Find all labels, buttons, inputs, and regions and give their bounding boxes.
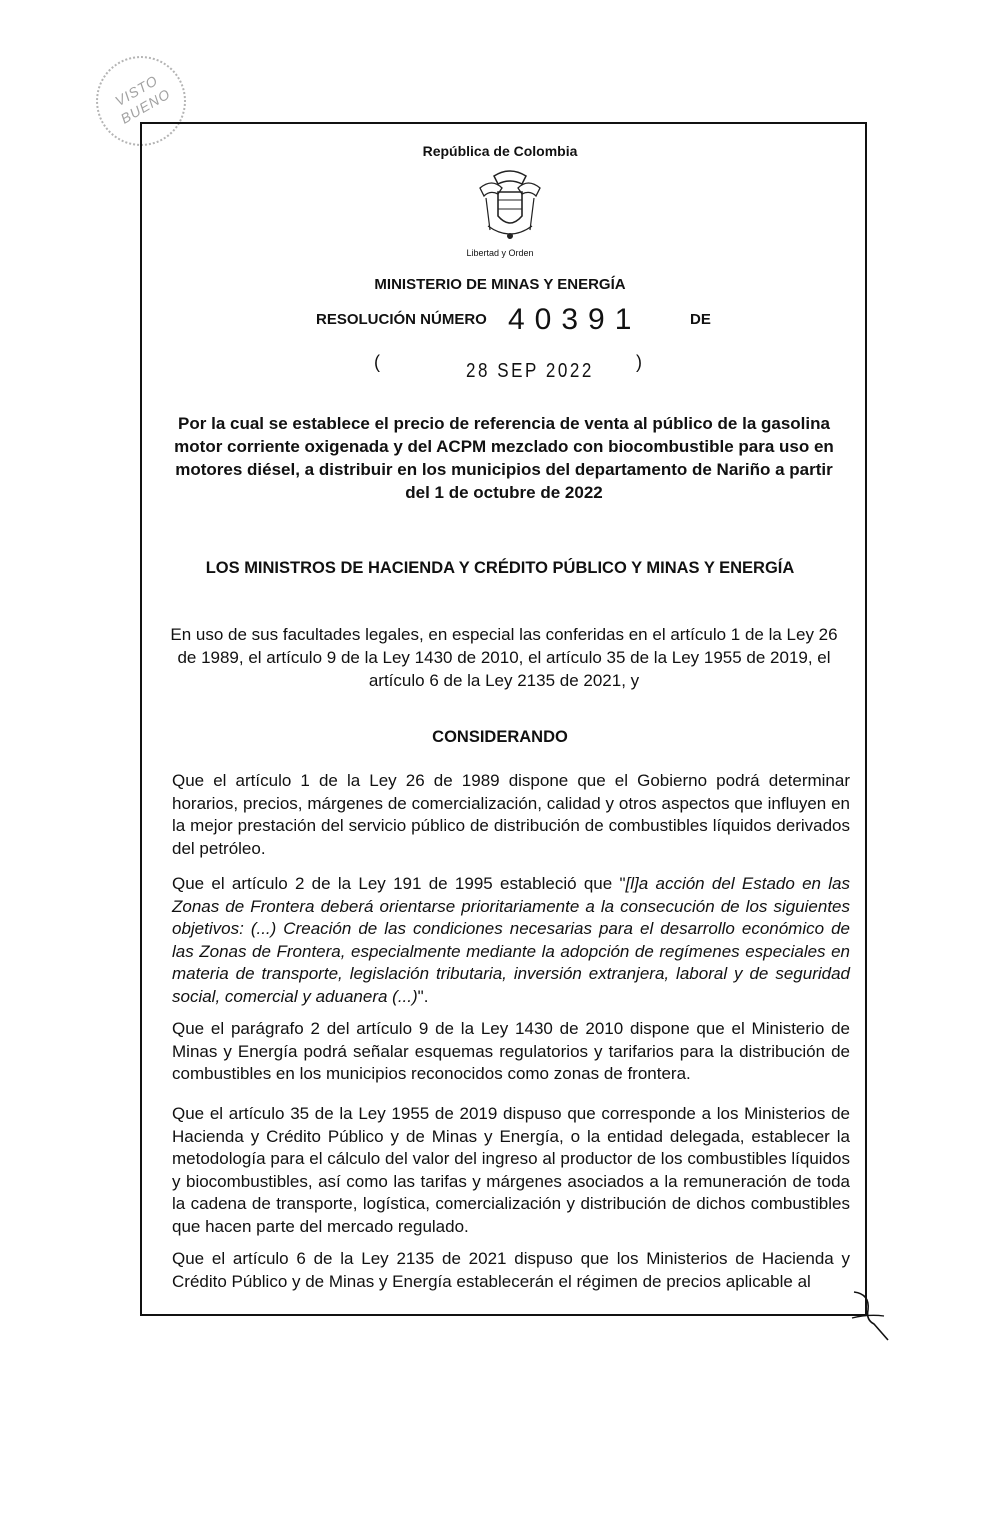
paragraph-2-end: ". — [417, 986, 429, 1006]
resolution-number: 40391 — [508, 303, 642, 336]
paragraph-2-intro: Que el artículo 2 de la Ley 191 de 1995 estableció que " — [172, 874, 626, 893]
ministers-heading: LOS MINISTROS DE HACIENDA Y CRÉDITO PÚBLICO Y MINAS Y ENERGÍA — [205, 559, 795, 577]
considerando-paragraph-4: Que el artículo 35 de la Ley 1955 de 2019 dispuso que corresponde a los Ministerios de Hacienda y Crédito Público y de Minas y Energía, o la entidad delegada, establecer la metodología para el cálculo del valor del ingreso al productor de los combustibles líquidos y biocombustibles, así como las tarifas y márgenes asociados a la remuneración de toda la cadena de transporte, logística, comercialización y distribución de dichos combustibles que hacen parte del mercado regulado. — [172, 1104, 850, 1236]
coat-of-arms-icon — [472, 168, 548, 246]
paragraph-2-quote: [l]a acción del Estado en las Zonas de Frontera deberá orientarse prioritariamente a la consecución de los siguientes objetivos: (...) Creación de las condiciones necesarias para el desarrollo económico de las Zonas de Frontera, especialmente mediante la adopción de regímenes especiales en materia de transporte, legislación tributaria, inversión extranjera, laboral y de seguridad social, comercial y aduanera (...) — [172, 874, 851, 1006]
resolution-title: Por la cual se establece el precio de referencia de venta al público de la gasolina motor corriente oxigenada y del ACPM mezclado con biocombustible para uso en motores diésel, a distribuir en los municipios del departamento de Nariño a partir del 1 de octubre de 2022 — [174, 414, 834, 502]
considerando-paragraph-1: Que el artículo 1 de la Ley 26 de 1989 dispone que el Gobierno podrá determinar horarios, precios, márgenes de comercialización, calidad y otros aspectos que influyen en la mejor prestación del servicio público de distribución de combustibles líquidos derivados del petróleo. — [172, 771, 850, 858]
considerando-paragraph-2 — [172, 873, 850, 1008]
date-row — [0, 350, 1000, 390]
republic-heading: República de Colombia — [422, 143, 578, 159]
resolution-de-label: DE — [690, 311, 711, 328]
stamp-text: VISTO BUENO — [112, 71, 174, 127]
powers-paragraph: En uso de sus facultades legales, en especial las conferidas en el artículo 1 de la Ley 26 de 1989, el artículo 9 de la Ley 1430 de 2010, el artículo 35 de la Ley 1955 de 2019, el artículo 6 de la Ley 2135 de 2021, y — [170, 625, 838, 690]
ministry-heading: MINISTERIO DE MINAS Y ENERGÍA — [374, 276, 626, 293]
motto: Libertad y Orden — [466, 248, 534, 258]
considerando-paragraph-5: Que el artículo 6 de la Ley 2135 de 2021 dispuso que los Ministerios de Hacienda y Crédito Público y de Minas y Energía establecerán el régimen de precios aplicable al — [172, 1249, 850, 1291]
resolution-label: RESOLUCIÓN NÚMERO — [316, 311, 487, 328]
date-paren-open: ( — [374, 352, 380, 372]
date-stamp: 28 SEP 2022 — [466, 360, 594, 382]
date-paren-close: ) — [636, 352, 642, 372]
handwritten-initial-icon — [848, 1288, 894, 1344]
considerando-paragraph-3: Que el parágrafo 2 del artículo 9 de la Ley 1430 de 2010 dispone que el Ministerio de Minas y Energía podrá señalar esquemas regulatorios y tarifarios para la distribución de combustibles en los municipios reconocidos como zonas de frontera. — [172, 1019, 850, 1083]
resolution-row — [0, 303, 1000, 339]
considerando-heading: CONSIDERANDO — [432, 728, 568, 746]
